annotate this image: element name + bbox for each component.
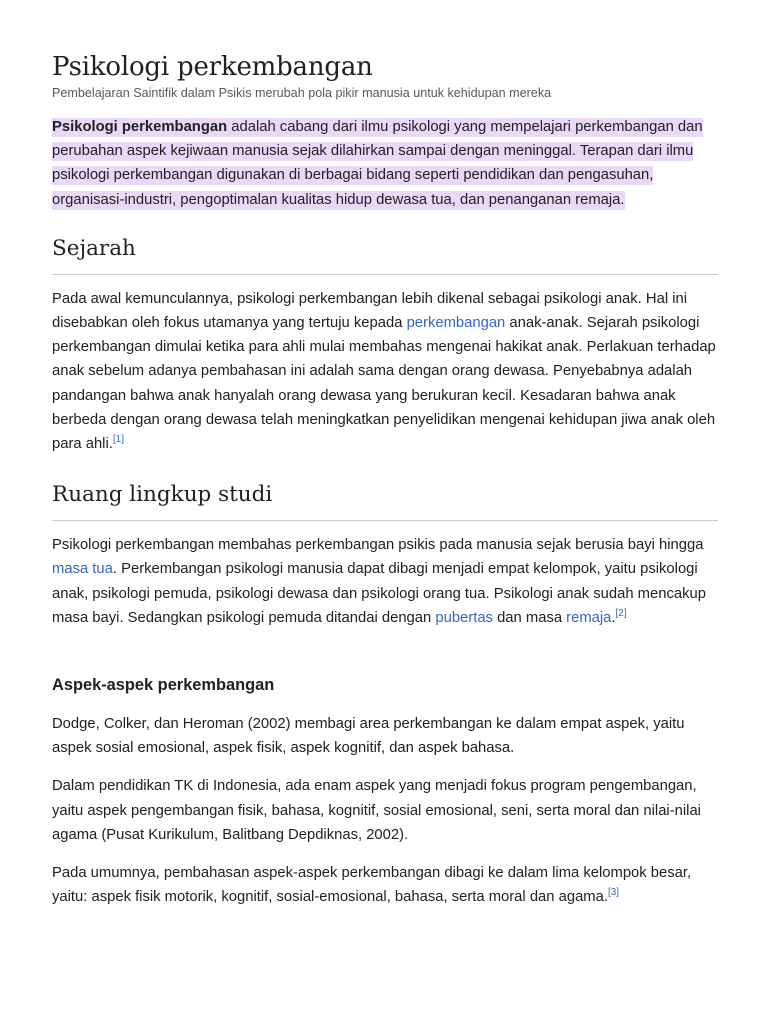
reference-link-1[interactable]: [1] bbox=[112, 434, 124, 446]
page-subtitle: Pembelajaran Saintifik dalam Psikis merubah pola pikir manusia untuk kehidupan mereka bbox=[52, 86, 552, 100]
ruang-text-3: dan masa bbox=[492, 609, 567, 626]
ruang-text-4: . bbox=[611, 609, 616, 626]
reference-link-2[interactable]: [2] bbox=[615, 607, 627, 619]
intro-paragraph bbox=[52, 115, 718, 212]
reference-link-3[interactable]: [3] bbox=[607, 887, 620, 899]
reference-2 bbox=[616, 608, 627, 619]
link-masa-tua[interactable]: masa tua bbox=[52, 561, 113, 578]
sejarah-paragraph bbox=[52, 287, 718, 456]
section-heading-sejarah: Sejarah bbox=[52, 235, 718, 275]
intro-text: adalah cabang dari ilmu psikologi yang mempelajari perkembangan dan perubahan aspek kejiwaan manusia sejak dilahirkan sampai dengan meninggal. Terapan dari ilmu psikologi perkembangan digunakan di berbagai bidang seperti pendidikan dan pengasuhan, organisasi-industri, pengoptimalan kualitas hidup dewasa tua, dan penanganan remaja. bbox=[52, 119, 703, 208]
ruang-paragraph bbox=[52, 533, 718, 630]
aspek-paragraph-1: Dodge, Colker, dan Heroman (2002) membagi area perkembangan ke dalam empat aspek, yaitu aspek sosial emosional, aspek fisik, aspek kognitif, dan aspek bahasa. bbox=[52, 716, 685, 757]
ruang-text-1: Psikologi perkembangan membahas perkembangan psikis pada manusia sejak berusia bayi hingga bbox=[52, 537, 704, 554]
reference-3 bbox=[608, 887, 619, 898]
intro-bold-term: Psikologi perkembangan bbox=[52, 119, 228, 135]
aspek-paragraph-3 bbox=[52, 861, 718, 909]
link-remaja[interactable]: remaja bbox=[566, 609, 612, 626]
sejarah-text-1: Pada awal kemunculannya, psikologi perkembangan lebih dikenal sebagai psikologi anak. Hal ini disebabkan oleh fokus utamanya yang tertuju kepada bbox=[52, 290, 688, 332]
article bbox=[52, 50, 718, 909]
reference-1 bbox=[113, 434, 124, 445]
ruang-text-2: . Perkembangan psikologi manusia dapat dibagi menjadi empat kelompok, yaitu psikologi anak, psikologi pemuda, psikologi dewasa dan psikologi orang tua. Psikologi anak sudah mencakup masa bayi. Sedangkan psikologi pemuda ditandai dengan bbox=[52, 561, 706, 626]
intro-highlight bbox=[52, 118, 703, 210]
aspek-paragraph-2: Dalam pendidikan TK di Indonesia, ada enam aspek yang menjadi fokus program pengembangan, yaitu aspek pengembangan fisik, bahasa, kognitif, sosial emosional, seni, serta moral dan nilai-nilai agama (Pusat Kurikulum, Balitbang Depdiknas, 2002). bbox=[52, 778, 701, 843]
subsection-heading-aspek: Aspek-aspek perkembangan bbox=[52, 676, 275, 695]
sejarah-text-2: anak-anak. Sejarah psikologi perkembangan dimulai ketika para ahli mulai membahas mengenai hakikat anak. Perlakuan terhadap anak sebelum adanya pembahasan ini adalah sama dengan orang dewasa. Penyebabnya adalah pandangan bahwa anak hanyalah orang dewasa yang berukuran kecil. Kesadaran bahwa anak berbeda dengan orang dewasa telah meningkatkan penyelidikan mengenai kehidupan jiwa anak oleh para ahli. bbox=[52, 315, 716, 453]
section-heading-ruang-lingkup: Ruang lingkup studi bbox=[52, 481, 718, 521]
link-pubertas[interactable]: pubertas bbox=[435, 609, 493, 626]
link-perkembangan[interactable]: perkembangan bbox=[406, 315, 506, 332]
page-title: Psikologi perkembangan bbox=[52, 52, 373, 82]
aspek-text-3: Pada umumnya, pembahasan aspek-aspek perkembangan dibagi ke dalam lima kelompok besar, yaitu: aspek fisik motorik, kognitif, sosial-emosional, bahasa, serta moral dan agama. bbox=[52, 865, 692, 906]
